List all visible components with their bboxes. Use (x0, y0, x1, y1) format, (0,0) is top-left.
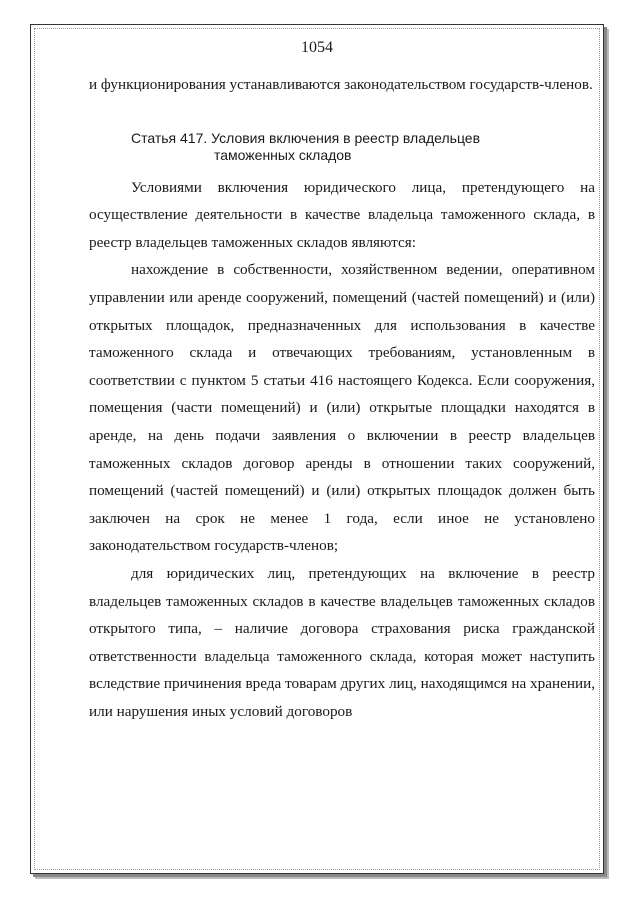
article-heading-line-2: таможенных складов (214, 146, 352, 163)
paragraph-1: Условиями включения юридического лица, претендующего на осуществление деятельности в качестве владельца таможенного склада, в реестр владельцев таможенных складов являются: (89, 178, 595, 251)
article-heading (131, 130, 595, 164)
document-body (89, 71, 595, 725)
continuation-paragraph: и функционирования устанавливаются законодательством государств-членов. (89, 76, 593, 93)
article-heading-line-1: Статья 417. Условия включения в реестр владельцев (131, 129, 481, 146)
page-number: 1054 (301, 39, 333, 56)
page-frame (30, 24, 604, 874)
paragraph-2: нахождение в собственности, хозяйственном ведении, оперативном управлении или аренде сооружений, помещений (частей помещений) и (или) открытых площадок, предназначенных для использования в качестве таможенного склада и отвечающих требованиям, установленным в соответствии с пунктом 5 статьи 416 настоящего Кодекса. Если сооружения, помещения (части помещений) и (или) открытые площадки находятся в аренде, на день подачи заявления о включении в реестр владельцев таможенных складов договор аренды в отношении таких сооружений, помещений (частей помещений) и (или) открытых площадок должен быть заключен на срок не менее 1 года, если иное не установлено законодательством государств-членов; (89, 261, 595, 555)
paragraph-3: для юридических лиц, претендующих на включение в реестр владельцев таможенных складов в качестве владельцев таможенных складов открытого типа, – наличие договора страхования риска гражданской ответственности владельца таможенного склада, которая может наступить вследствие причинения вреда товарам других лиц, находящимся на хранении, или нарушения иных условий договоров (89, 564, 595, 720)
